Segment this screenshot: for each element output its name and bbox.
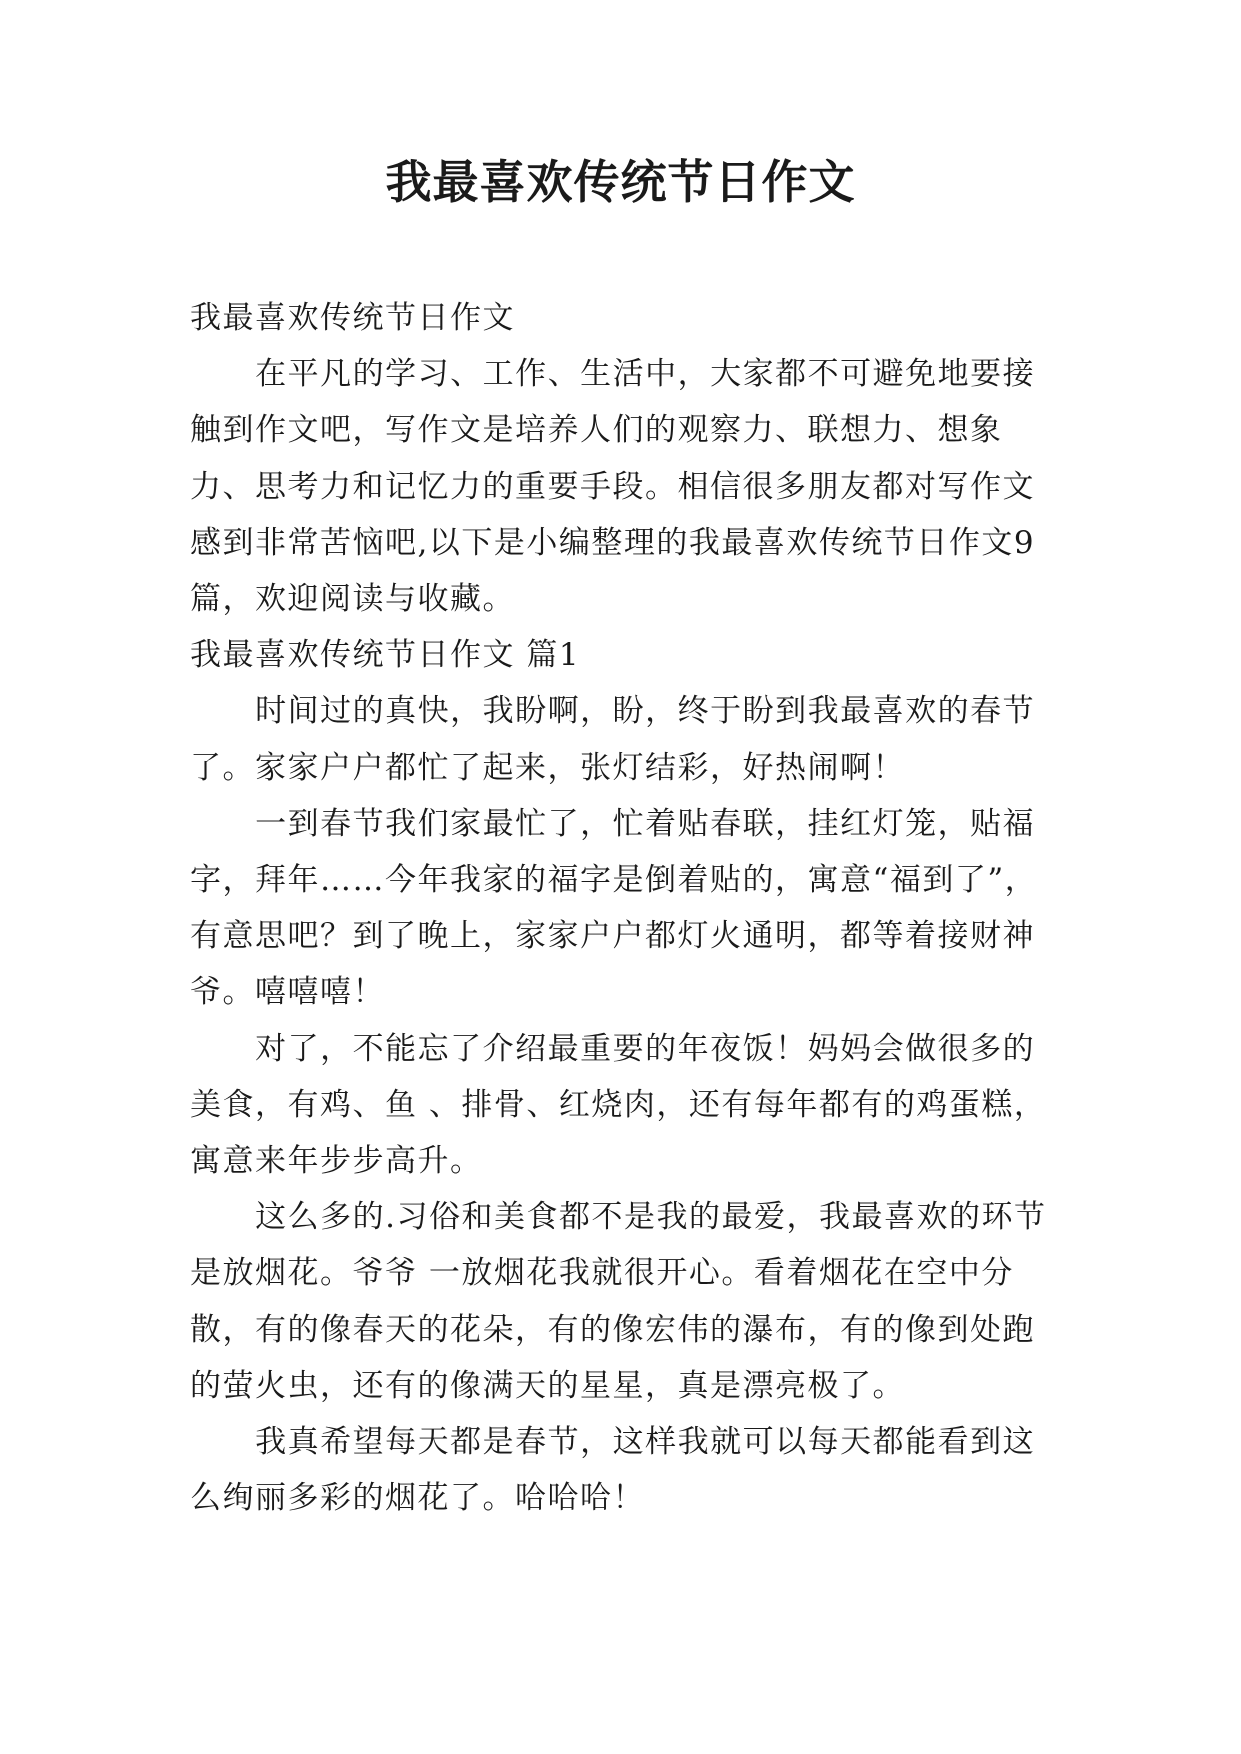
paragraph-5: 我真希望每天都是春节，这样我就可以每天都能看到这么绚丽多彩的烟花了。哈哈哈！ bbox=[190, 1424, 1036, 1517]
paragraph-1: 时间过的真快，我盼啊，盼，终于盼到我最喜欢的春节了。家家户户都忙了起来，张灯结彩，好热闹啊！ bbox=[190, 693, 1036, 786]
essay-subtitle: 我最喜欢传统节日作文 bbox=[190, 300, 515, 336]
document-title: 我最喜欢传统节日作文 bbox=[385, 155, 856, 209]
paragraph-2: 一到春节我们家最忙了，忙着贴春联，挂红灯笼，贴福字，拜年……今年我家的福字是倒着贴的，寓意“福到了”，有意思吧？到了晚上，家家户户都灯火通明，都等着接财神爷。嘻嘻嘻！ bbox=[190, 805, 1038, 1011]
paragraph-4: 这么多的.习俗和美食都不是我的最爱，我最喜欢的环节是放烟花。爷爷 一放烟花我就很开心。看着烟花在空中分散，有的像春天的花朵，有的像宏伟的瀑布，有的像到处跑的萤火虫，还有的像满天的星星，真是漂亮极了。 bbox=[190, 1199, 1047, 1404]
paragraph-3: 对了，不能忘了介绍最重要的年夜饭！妈妈会做很多的美食，有鸡、鱼 、排骨、红烧肉，还有每年都有的鸡蛋糕，寓意来年步步高升。 bbox=[190, 1030, 1047, 1180]
intro-paragraph: 在平凡的学习、工作、生活中，大家都不可避免地要接触到作文吧，写作文是培养人们的观察力、联想力、想象力、思考力和记忆力的重要手段。相信很多朋友都对写作文感到非常苦恼吧,以下是小编整理的我最喜欢传统节日作文9篇，欢迎阅读与收藏。 bbox=[190, 356, 1036, 618]
section-heading: 我最喜欢传统节日作文 篇1 bbox=[190, 637, 581, 674]
document-body bbox=[190, 290, 1060, 1526]
